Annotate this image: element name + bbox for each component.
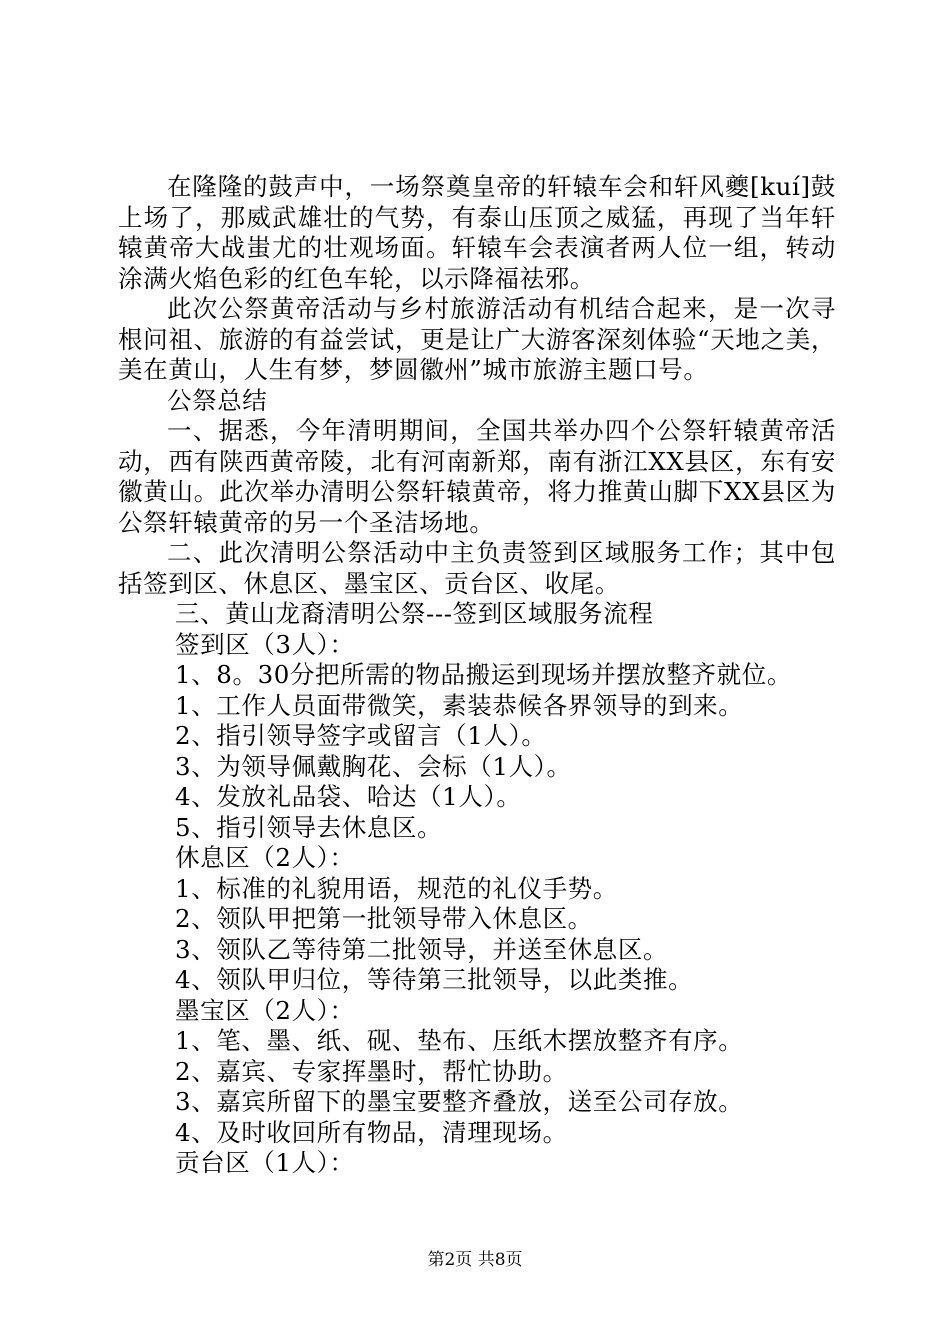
list-line: 墨宝区（2人）： <box>175 995 355 1025</box>
list-line: 3、领队乙等待第二批领导，并送至休息区。 <box>175 934 669 964</box>
list-line: 4、发放礼品袋、哈达（1人）。 <box>175 782 522 811</box>
paragraph-ceremony: 在隆隆的鼓声中，一场祭奠皇帝的轩辕车会和轩风夔[kuí]鼓上场了，那威武雄壮的气势，有泰山压顶之威猛，再现了当年轩辕黄帝大战蚩尤的壮观场面。轩辕车会表演者两人位一组，转动涂满火焰色彩的红色车轮，以示降福祛邪。 <box>118 172 836 293</box>
list-line: 3、为领导佩戴胸花、会标（1人）。 <box>175 751 572 781</box>
list-line: 三、黄山龙裔清明公祭---签到区域服务流程 <box>175 599 654 628</box>
document-body <box>118 172 836 1179</box>
paragraph-summary-1: 一、据悉，今年清明期间，全国共举办四个公祭轩辕黄帝活动，西有陕西黄帝陵，北有河南新郑，南有浙江XX县区，东有安徽黄山。此次举办清明公祭轩辕黄帝，将力推黄山脚下XX县区为公祭轩辕黄帝的另一个圣洁场地。 <box>118 416 836 537</box>
list-line: 1、标准的礼貌用语，规范的礼仪手势。 <box>175 873 618 903</box>
list-line: 休息区（2人）： <box>175 843 355 872</box>
page-footer: 第2页 共8页 <box>427 1250 523 1270</box>
list-line: 2、领队甲把第一批领导带入休息区。 <box>175 904 593 933</box>
list-line: 2、嘉宾、专家挥墨时，帮忙协助。 <box>175 1056 568 1086</box>
list-line: 1、工作人员面带微笑，素装恭候各界领导的到来。 <box>175 690 744 720</box>
list-line: 贡台区（1人）： <box>175 1148 355 1177</box>
list-line: 签到区（3人）： <box>175 629 355 659</box>
list-line: 4、领队甲归位，等待第三批领导，以此类推。 <box>175 965 694 994</box>
paragraph-summary-2: 二、此次清明公祭活动中主负责签到区域服务工作；其中包括签到区、休息区、墨宝区、贡台区、收尾。 <box>118 538 836 598</box>
list-line: 4、及时收回所有物品，清理现场。 <box>175 1117 568 1147</box>
list-line: 1、8。30分把所需的物品搬运到现场并摆放整齐就位。 <box>175 660 792 689</box>
list-line: 3、嘉宾所留下的墨宝要整齐叠放，送至公司存放。 <box>175 1087 744 1116</box>
list-line: 2、指引领导签字或留言（1人）。 <box>175 721 547 750</box>
list-line: 5、指引领导去休息区。 <box>175 812 443 842</box>
section-heading: 公祭总结 <box>167 385 268 415</box>
paragraph-tourism: 此次公祭黄帝活动与乡村旅游活动有机结合起来，是一次寻根问祖、旅游的有益尝试，更是让广大游客深刻体验“天地之美，美在黄山，人生有梦，梦圆徽州”城市旅游主题口号。 <box>118 294 836 384</box>
list-line: 1、笔、墨、纸、砚、垫布、压纸木摆放整齐有序。 <box>175 1026 744 1055</box>
